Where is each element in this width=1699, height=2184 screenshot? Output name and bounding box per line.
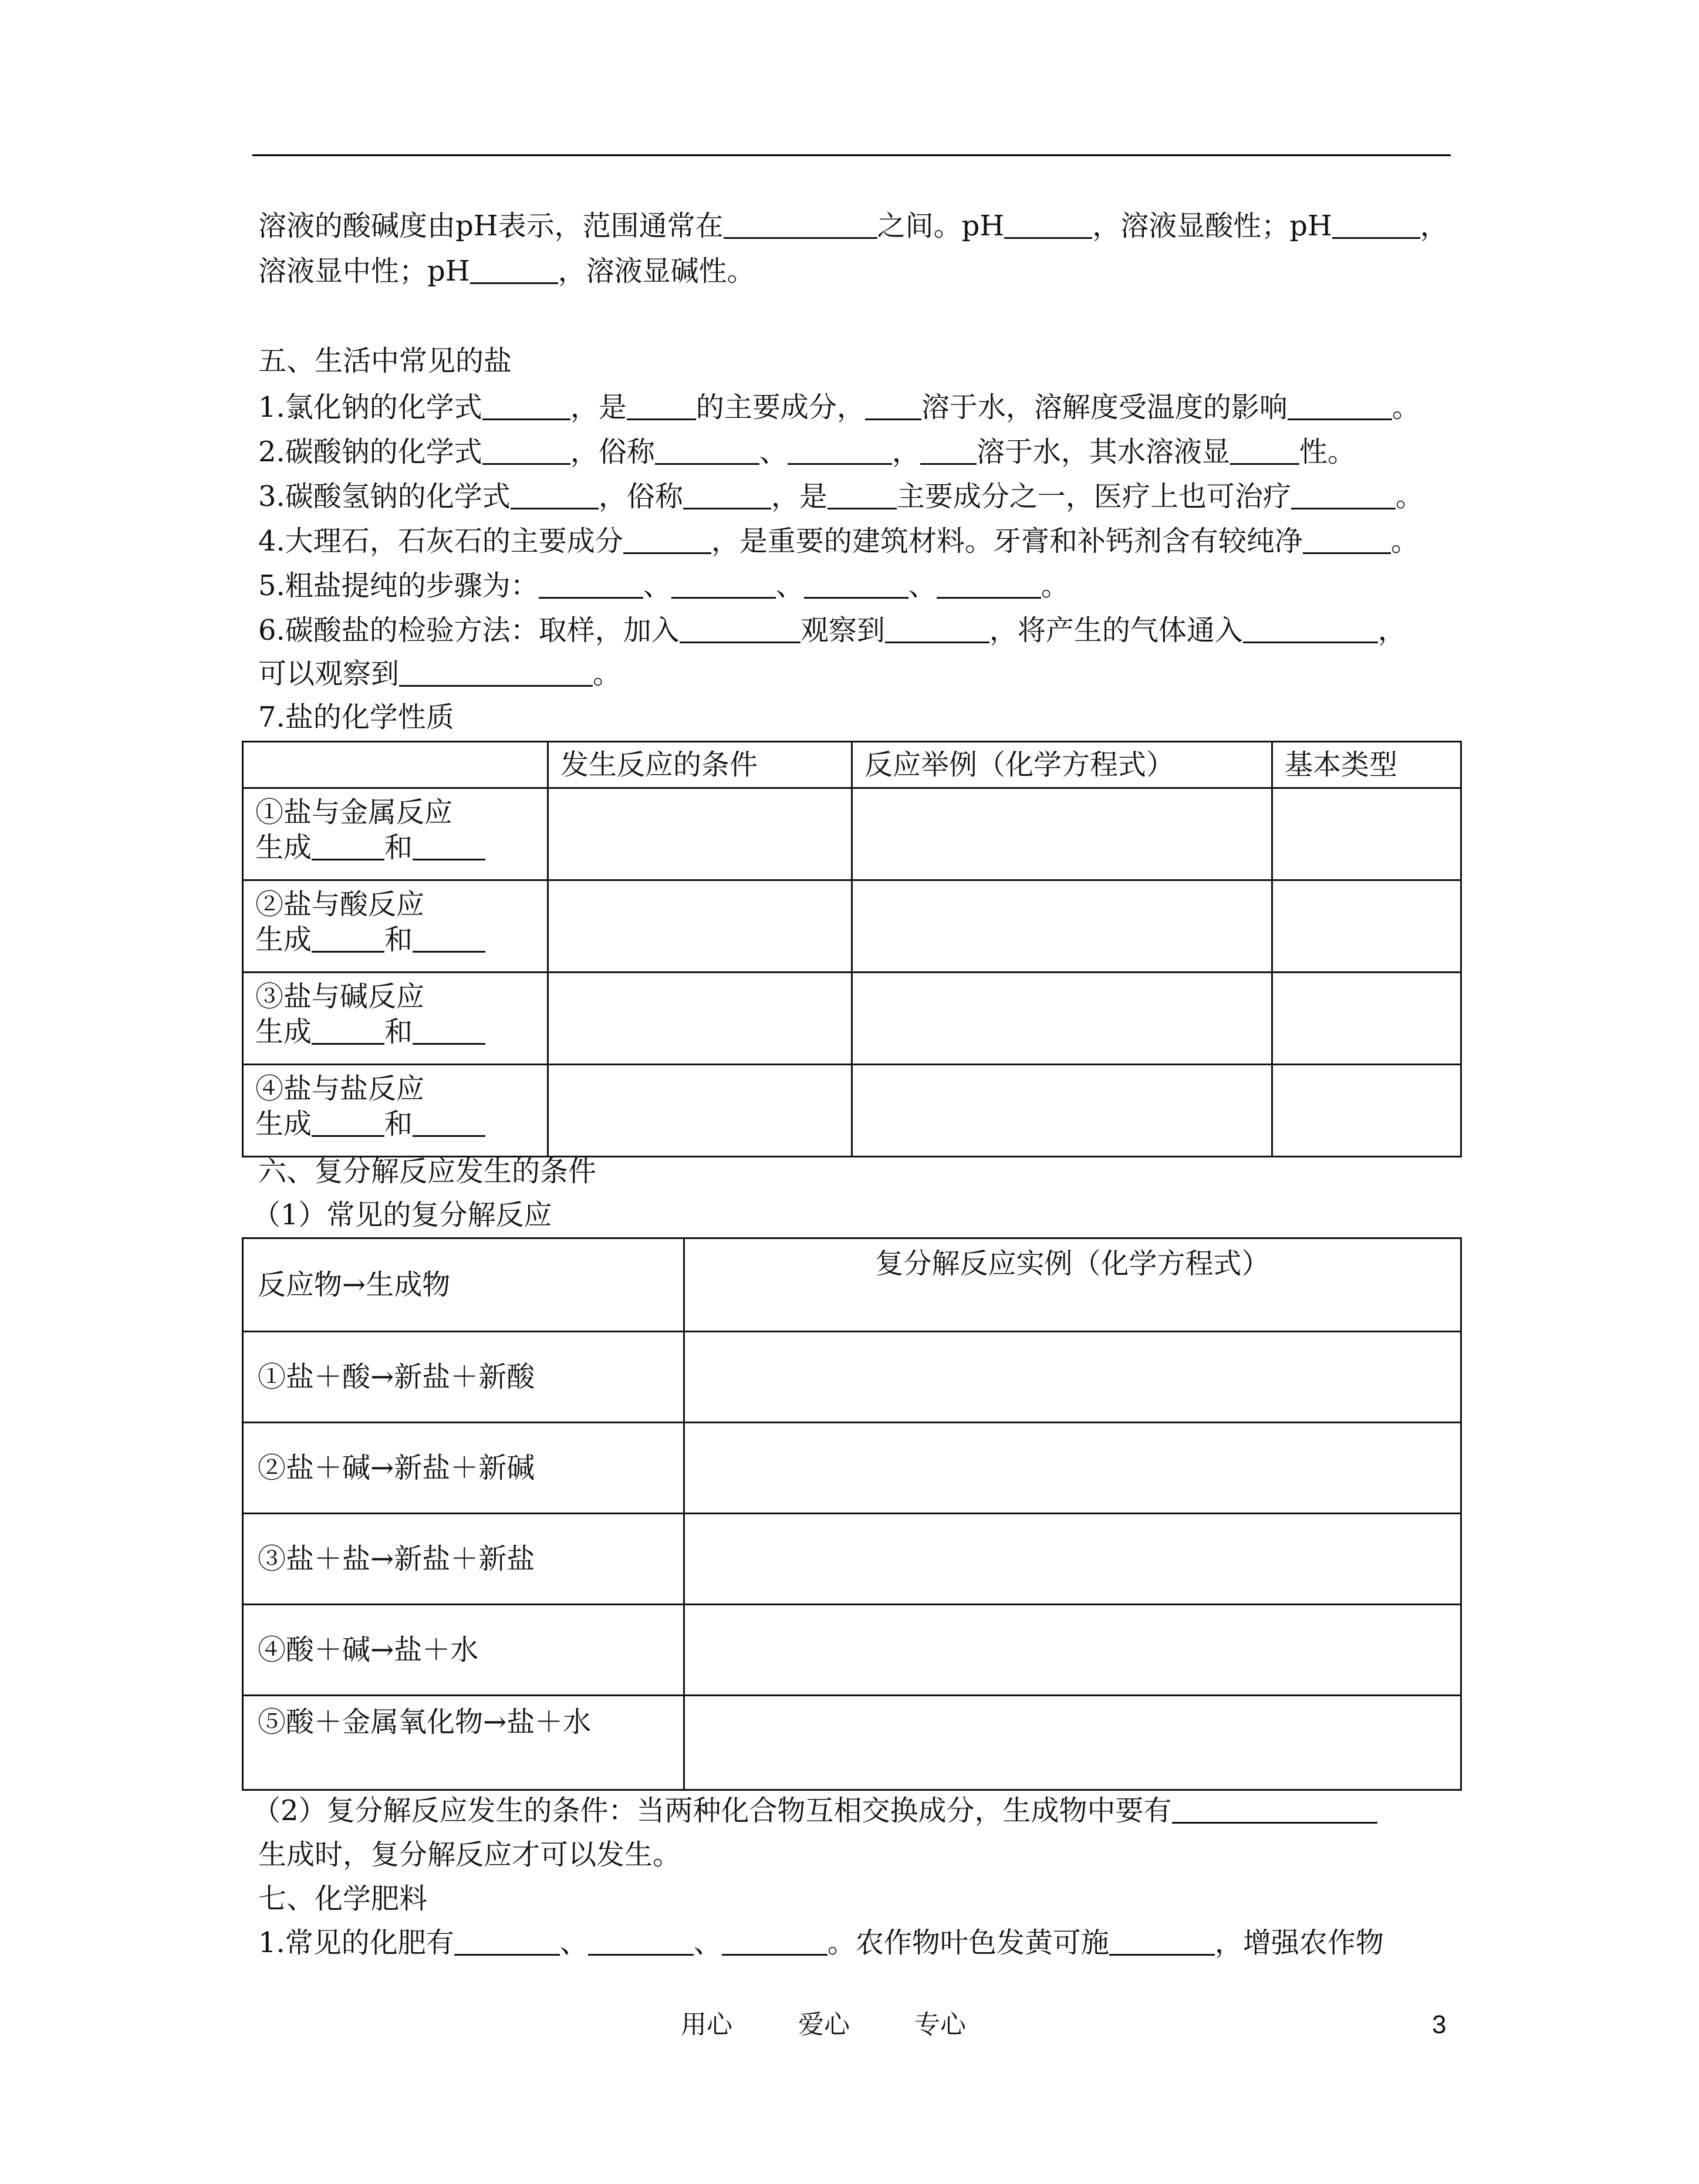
question-5: 5.粗盐提纯的步骤为： 、 、 、 。	[258, 569, 1069, 602]
blank[interactable]	[865, 393, 921, 420]
reaction-type-cell: ②盐＋碱→新盐＋新碱	[243, 1423, 684, 1514]
reaction-type-cell: ④酸＋碱→盐＋水	[243, 1605, 684, 1696]
condition-cell[interactable]	[548, 973, 852, 1065]
reaction-type-cell: ①盐＋酸→新盐＋新酸	[243, 1332, 684, 1423]
blank[interactable]	[804, 571, 908, 599]
reaction-cell: ④盐与盐反应 生成 和	[243, 1065, 548, 1157]
type-cell[interactable]	[1272, 788, 1461, 880]
blank[interactable]	[920, 437, 977, 465]
blank[interactable]	[1291, 482, 1396, 509]
blank[interactable]	[1332, 211, 1420, 239]
table-header-cell: 发生反应的条件	[548, 742, 852, 788]
condition-line-2: 生成时，复分解反应才可以发生。	[258, 1838, 681, 1871]
reaction-cell: ③盐与碱反应 生成 和	[243, 973, 548, 1065]
blank[interactable]	[724, 211, 877, 239]
blank[interactable]	[312, 925, 384, 953]
question-4: 4.大理石，石灰石的主要成分 ，是重要的建筑材料。牙膏和补钙剂含有较纯净 。	[258, 525, 1419, 558]
blank[interactable]	[1288, 393, 1392, 420]
blank[interactable]	[399, 659, 593, 687]
type-cell[interactable]	[1272, 1065, 1461, 1157]
condition-cell[interactable]	[548, 1065, 852, 1157]
question-1: 1.氯化钠的化学式 ，是 的主要成分， 溶于水，溶解度受温度的影响 。	[258, 391, 1420, 424]
blank[interactable]	[482, 437, 570, 465]
type-cell[interactable]	[1272, 973, 1461, 1065]
blank[interactable]	[885, 616, 989, 643]
blank[interactable]	[413, 925, 485, 953]
table-row	[243, 1065, 1461, 1157]
example-cell[interactable]	[684, 1696, 1461, 1790]
reaction-cell: ②盐与酸反应 生成 和	[243, 880, 548, 973]
question-2: 2.碳酸钠的化学式 ，俗称 、 ， 溶于水，其水溶液显 性。	[258, 436, 1356, 468]
blank[interactable]	[312, 1017, 384, 1045]
blank[interactable]	[454, 1928, 560, 1956]
reaction-type-cell: ③盐＋盐→新盐＋新盐	[243, 1514, 684, 1605]
salt-properties-table	[242, 741, 1462, 1157]
question-7: 7.盐的化学性质	[258, 701, 454, 734]
table-header-row	[243, 742, 1461, 788]
table-row	[243, 973, 1461, 1065]
condition-cell[interactable]	[548, 788, 852, 880]
example-cell[interactable]	[684, 1605, 1461, 1696]
blank[interactable]	[1004, 211, 1092, 239]
example-cell[interactable]	[684, 1514, 1461, 1605]
blank[interactable]	[482, 393, 570, 420]
table-header-cell: 反应物→生成物	[243, 1238, 684, 1332]
ph-line-2: 溶液显中性；pH ，溶液显碱性。	[258, 255, 755, 288]
example-cell[interactable]	[852, 788, 1272, 880]
footer-motto-1: 用心	[681, 2010, 732, 2040]
blank[interactable]	[722, 1928, 827, 1956]
table-row	[243, 1423, 1461, 1514]
table-row	[243, 1696, 1461, 1790]
blank[interactable]	[680, 616, 800, 643]
example-cell[interactable]	[684, 1423, 1461, 1514]
condition-cell[interactable]	[548, 880, 852, 973]
footer-motto-3: 专心	[914, 2010, 966, 2040]
blank[interactable]	[788, 437, 892, 465]
blank[interactable]	[413, 1109, 485, 1137]
blank[interactable]	[312, 1109, 384, 1137]
blank[interactable]	[827, 482, 897, 509]
table-header-cell	[243, 742, 548, 788]
blank[interactable]	[413, 1017, 485, 1045]
example-cell[interactable]	[684, 1332, 1461, 1423]
table-row	[243, 880, 1461, 973]
question-6: 6.碳酸盐的检验方法：取样，加入 观察到 ，将产生的气体通入 ，	[258, 614, 1406, 647]
type-cell[interactable]	[1272, 880, 1461, 973]
blank[interactable]	[470, 256, 558, 284]
example-cell[interactable]	[852, 880, 1272, 973]
blank[interactable]	[511, 482, 599, 509]
section-7-title: 七、化学肥料	[258, 1882, 428, 1915]
question-3: 3.碳酸氢钠的化学式 ，俗称 ，是 主要成分之一，医疗上也可治疗 。	[258, 480, 1424, 513]
section-6-subtitle: （1）常见的复分解反应	[252, 1199, 552, 1231]
double-decomposition-table	[242, 1237, 1462, 1791]
page-number: 3	[1432, 2010, 1447, 2039]
blank[interactable]	[539, 571, 643, 599]
table-header-cell: 复分解反应实例（化学方程式）	[684, 1238, 1461, 1332]
blank[interactable]	[1172, 1796, 1377, 1824]
question-6-continued: 可以观察到 。	[258, 657, 621, 690]
header-rule	[252, 154, 1451, 156]
blank[interactable]	[1109, 1928, 1215, 1956]
section-6-title: 六、复分解反应发生的条件	[258, 1155, 597, 1188]
footer-motto-2: 爱心	[798, 2010, 850, 2040]
ph-line-1: 溶液的酸碱度由pH表示，范围通常在 之间。pH ，溶液显酸性；pH ，	[258, 210, 1448, 242]
blank[interactable]	[937, 571, 1041, 599]
fertilizer-question-1: 1.常见的化肥有 、 、 。农作物叶色发黄可施 ，增强农作物	[258, 1926, 1384, 1959]
table-header-cell: 基本类型	[1272, 742, 1461, 788]
table-row	[243, 1514, 1461, 1605]
blank[interactable]	[655, 437, 759, 465]
table-header-cell: 反应举例（化学方程式）	[852, 742, 1272, 788]
blank[interactable]	[1230, 437, 1299, 465]
blank[interactable]	[683, 482, 771, 509]
example-cell[interactable]	[852, 1065, 1272, 1157]
table-header-row	[243, 1238, 1461, 1332]
section-5-title: 五、生活中常见的盐	[258, 345, 512, 377]
reaction-type-cell: ⑤酸＋金属氧化物→盐＋水	[243, 1696, 684, 1790]
blank[interactable]	[623, 526, 711, 554]
table-row	[243, 1605, 1461, 1696]
blank[interactable]	[671, 571, 776, 599]
condition-line-1: （2）复分解反应发生的条件：当两种化合物互相交换成分，生成物中要有	[252, 1793, 1377, 1828]
reaction-cell: ①盐与金属反应 生成 和	[243, 788, 548, 880]
blank[interactable]	[627, 393, 696, 420]
table-row	[243, 788, 1461, 880]
blank[interactable]	[413, 833, 485, 860]
table-row	[243, 1332, 1461, 1423]
blank[interactable]	[588, 1928, 694, 1956]
blank[interactable]	[1243, 616, 1378, 643]
example-cell[interactable]	[852, 973, 1272, 1065]
blank[interactable]	[1303, 526, 1391, 554]
blank[interactable]	[312, 833, 384, 860]
